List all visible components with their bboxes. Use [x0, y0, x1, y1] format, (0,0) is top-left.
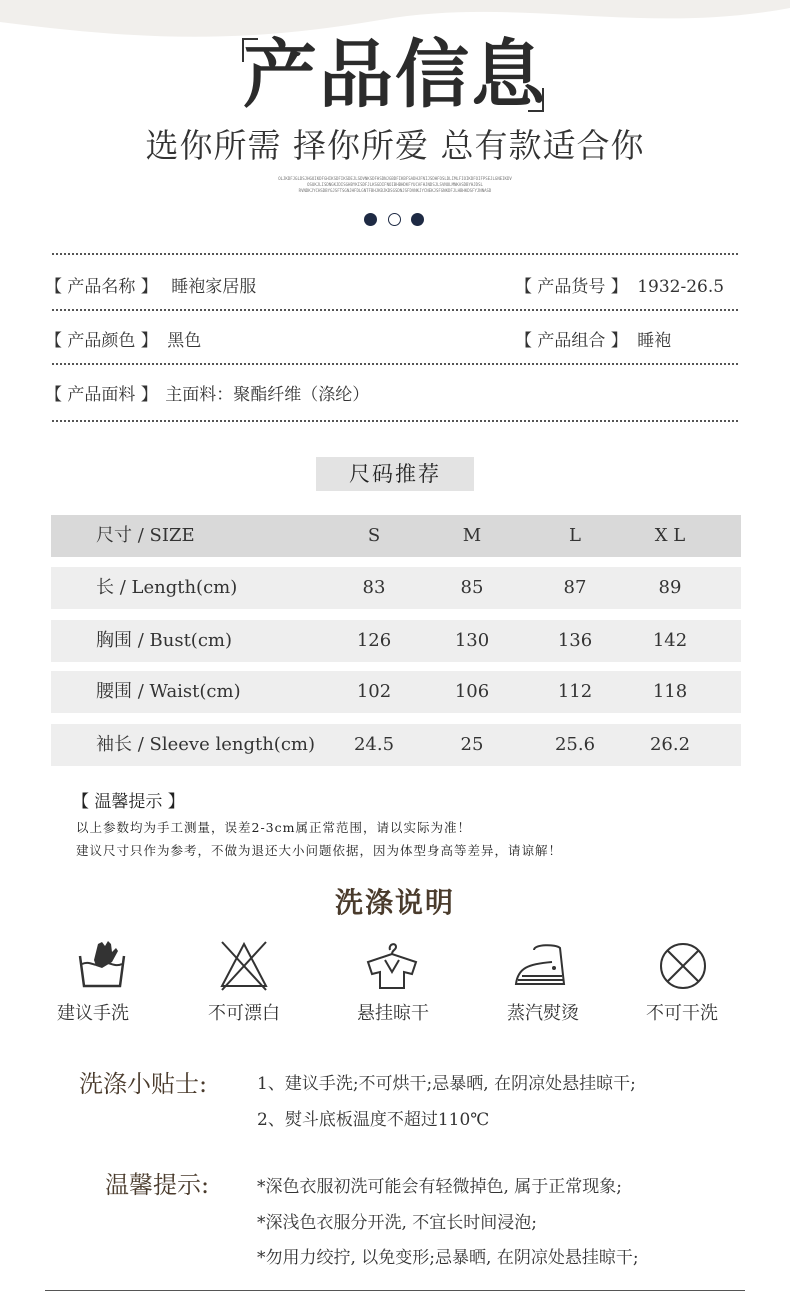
- product-color-value: 黑色: [167, 331, 202, 351]
- product-code-label: 【 产品货号 】: [515, 277, 628, 297]
- table-row: [51, 724, 741, 766]
- decorative-tiny-text: RVNDKJYCHSDBYGJSFTSGNJHFDLGNTFBHJKBJKDSGSDNJSFDVNKJYCNEKJSFGNKDFJLHBHKDSFYJNNASD: [298, 188, 492, 193]
- dotted-divider: [52, 363, 738, 365]
- notice-line: *勿用力绞拧, 以免变形;忌暴晒, 在阴凉处悬挂晾干;: [257, 1248, 639, 1268]
- decorative-tiny-text: OLJKDFJGLDSJHGOIKDFGHIKSDFIKSDEJLSDVNKSDFHSDNJGBDFIKBFSADHJFNIJSDHFOSLDLIMLFIOIKDFOIFPSEJLGNEIKDV: [278, 176, 512, 181]
- table-row: [51, 620, 741, 662]
- product-combo-label: 【 产品组合 】: [515, 331, 628, 351]
- no-bleach-icon: [214, 938, 274, 994]
- iron-label: 蒸汽熨烫: [507, 1003, 579, 1024]
- cell-xl: 142: [652, 630, 688, 651]
- tips-line: 建议尺寸只作为参考，不做为退还大小问题依据，因为体型身高等差异，请谅解！: [76, 843, 563, 858]
- cell-s: 102: [356, 681, 392, 702]
- washing-title: 洗涤说明: [334, 886, 455, 919]
- hand-wash-icon: [72, 938, 132, 994]
- cell-m: 106: [454, 681, 490, 702]
- product-combo-row: [515, 326, 671, 351]
- cell-xl: 118: [652, 681, 688, 702]
- page-dot: [388, 213, 401, 226]
- size-header-s: S: [367, 525, 381, 546]
- dotted-divider: [52, 253, 738, 255]
- cell-m: 130: [454, 630, 490, 651]
- size-chart-title: 尺码推荐: [316, 457, 474, 491]
- row-label: 腰围 / Waist(cm): [96, 681, 241, 702]
- steam-iron-icon: [512, 938, 572, 994]
- cell-l: 136: [557, 630, 593, 651]
- cell-s: 24.5: [353, 734, 395, 755]
- page-subtitle: 选你所需 择你所爱 总有款适合你: [145, 126, 645, 165]
- page-dot: [364, 213, 377, 226]
- product-name-value: 睡袍家居服: [171, 277, 257, 297]
- table-row: [51, 671, 741, 713]
- washing-tips-caption: 洗涤小贴士:: [79, 1070, 208, 1098]
- table-row: [51, 567, 741, 609]
- bottom-divider: [45, 1290, 745, 1291]
- product-fabric-row: [45, 380, 369, 405]
- product-name-label: 【 产品名称 】: [45, 277, 158, 297]
- washing-tip-line: 2、熨斗底板温度不超过110℃: [257, 1110, 490, 1130]
- product-code-row: [515, 272, 724, 297]
- wash-label: 建议手洗: [57, 1003, 129, 1024]
- notice-line: *深浅色衣服分开洗, 不宜长时间浸泡;: [257, 1213, 538, 1233]
- bleach-label: 不可漂白: [208, 1003, 280, 1024]
- decorative-tiny-text: OSUKJLISDNGKJDISGHBYKISDFJLKSGDIFNOIBHBHDKFYUCAFHJNDSJLSVNOLMNKASDBYHJDSL: [307, 182, 483, 187]
- no-dry-clean-icon: [653, 938, 713, 994]
- size-header-m: M: [462, 525, 482, 546]
- cell-l: 112: [557, 681, 593, 702]
- row-label: 胸围 / Bust(cm): [96, 630, 232, 651]
- size-table-header: [51, 515, 741, 557]
- cell-m: 85: [460, 577, 484, 598]
- cell-s: 83: [362, 577, 386, 598]
- hang-label: 悬挂晾干: [357, 1003, 429, 1024]
- notice-line: *深色衣服初洗可能会有轻微掉色, 属于正常现象;: [257, 1177, 623, 1197]
- product-fabric-value: 主面料：聚酯纤维（涤纶）: [165, 385, 370, 405]
- product-name-row: [45, 272, 256, 297]
- hang-dry-icon: [362, 938, 422, 994]
- size-header-l: L: [569, 525, 581, 546]
- title-bracket-right: [528, 88, 544, 112]
- cell-xl: 26.2: [649, 734, 691, 755]
- cell-l: 25.6: [554, 734, 596, 755]
- product-color-label: 【 产品颜色 】: [45, 331, 158, 351]
- product-color-row: [45, 326, 201, 351]
- washing-tip-line: 1、建议手洗;不可烘干;忌暴晒, 在阴凉处悬挂晾干;: [257, 1074, 636, 1094]
- product-combo-value: 睡袍: [637, 331, 672, 351]
- row-label: 长 / Length(cm): [96, 577, 238, 598]
- size-header-xl: X L: [654, 525, 686, 546]
- cell-xl: 89: [658, 577, 682, 598]
- dotted-divider: [52, 420, 738, 422]
- cell-m: 25: [460, 734, 484, 755]
- dry-clean-label: 不可干洗: [646, 1003, 718, 1024]
- tips-heading: 【 温馨提示 】: [72, 792, 185, 812]
- product-code-value: 1932-26.5: [637, 277, 725, 297]
- row-label: 袖长 / Sleeve length(cm): [96, 734, 315, 755]
- page-dot: [411, 213, 424, 226]
- product-fabric-label: 【 产品面料 】: [45, 385, 158, 405]
- dotted-divider: [52, 309, 738, 311]
- tips-line: 以上参数均为手工测量，误差2-3cm属正常范围，请以实际为准！: [76, 820, 471, 835]
- page-title: 产品信息: [243, 32, 547, 118]
- cell-s: 126: [356, 630, 392, 651]
- cell-l: 87: [563, 577, 587, 598]
- size-header-label: 尺寸 / SIZE: [96, 525, 195, 546]
- notice-caption: 温馨提示:: [105, 1171, 210, 1199]
